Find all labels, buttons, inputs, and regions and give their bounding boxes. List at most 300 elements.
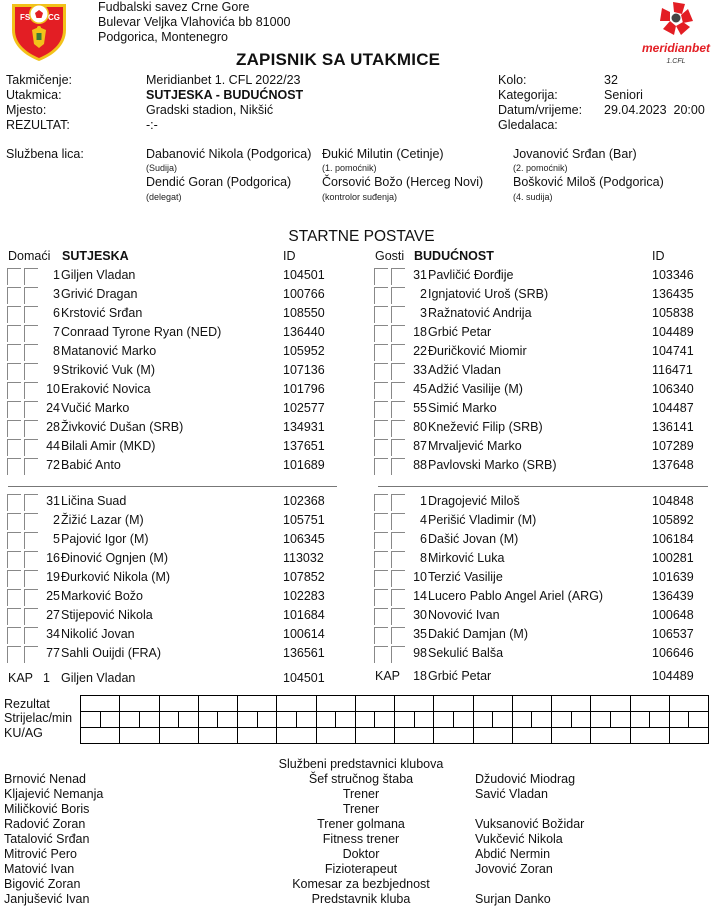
player-number: 55 xyxy=(413,401,427,415)
grid-label-ku-ag: KU/AG xyxy=(4,726,43,740)
away-captain-name: Grbić Petar xyxy=(428,669,492,683)
staff-away-name: Savić Vladan xyxy=(475,787,548,801)
grid-cell[interactable] xyxy=(355,728,394,744)
grid-cell[interactable] xyxy=(434,728,473,744)
staff-role: Komesar za bezbjednost xyxy=(292,877,430,891)
checkbox-1[interactable] xyxy=(374,306,388,323)
grid-cell[interactable] xyxy=(120,696,159,712)
grid-cell[interactable] xyxy=(669,728,708,744)
staff-role: Trener xyxy=(342,802,380,816)
player-number: 31 xyxy=(46,494,60,508)
player-row xyxy=(7,549,337,568)
player-id: 102283 xyxy=(283,589,325,603)
official-name: Bošković Miloš (Podgorica) xyxy=(513,175,664,189)
player-name: Bilali Amir (MKD) xyxy=(61,439,156,453)
player-name: Matanović Marko xyxy=(61,344,157,358)
grid-cell[interactable] xyxy=(630,696,669,712)
checkbox-1[interactable] xyxy=(374,325,388,342)
grid-cell[interactable] xyxy=(434,696,473,712)
checkbox-1[interactable] xyxy=(7,532,21,549)
checkbox-1[interactable] xyxy=(7,608,21,625)
checkbox-2[interactable] xyxy=(391,420,405,437)
player-row xyxy=(7,285,337,304)
away-team-name: BUDUĆNOST xyxy=(414,249,494,263)
player-number: 72 xyxy=(46,458,60,472)
checkbox-1[interactable] xyxy=(7,458,21,475)
player-row xyxy=(374,456,704,475)
player-name: Conraad Tyrone Ryan (NED) xyxy=(61,325,222,339)
checkbox-2[interactable] xyxy=(391,344,405,361)
player-row xyxy=(7,399,337,418)
checkbox-2[interactable] xyxy=(391,570,405,587)
checkbox-2[interactable] xyxy=(24,325,38,342)
checkbox-1[interactable] xyxy=(7,401,21,418)
checkbox-2[interactable] xyxy=(24,646,38,663)
player-row xyxy=(374,625,704,644)
checkbox-2[interactable] xyxy=(391,401,405,418)
grid-cell[interactable] xyxy=(552,696,591,712)
checkbox-2[interactable] xyxy=(24,570,38,587)
player-name: Lucero Pablo Angel Ariel (ARG) xyxy=(428,589,604,603)
player-row xyxy=(374,492,704,511)
checkbox-2[interactable] xyxy=(24,589,38,606)
checkbox-2[interactable] xyxy=(24,382,38,399)
official-name: Đukić Milutin (Cetinje) xyxy=(322,147,444,161)
home-id-header: ID xyxy=(283,249,296,263)
player-number: 9 xyxy=(53,363,60,377)
player-number: 3 xyxy=(420,306,427,320)
checkbox-2[interactable] xyxy=(24,494,38,511)
staff-home-name: Bigović Zoran xyxy=(4,877,81,891)
player-row xyxy=(7,304,337,323)
player-row xyxy=(7,380,337,399)
player-id: 101796 xyxy=(283,382,325,396)
grid-cell[interactable] xyxy=(493,712,513,728)
player-number: 77 xyxy=(46,646,60,660)
player-row xyxy=(7,342,337,361)
player-row xyxy=(374,285,704,304)
grid-cell[interactable] xyxy=(552,712,572,728)
checkbox-1[interactable] xyxy=(7,306,21,323)
player-row xyxy=(374,568,704,587)
player-id: 107136 xyxy=(283,363,325,377)
grid-cell[interactable] xyxy=(552,728,591,744)
checkbox-2[interactable] xyxy=(391,306,405,323)
grid-cell[interactable] xyxy=(238,712,258,728)
staff-home-name: Matović Ivan xyxy=(4,862,75,876)
grid-cell[interactable] xyxy=(591,712,611,728)
grid-cell[interactable] xyxy=(473,712,493,728)
player-name: Eraković Novica xyxy=(61,382,151,396)
grid-cell[interactable] xyxy=(316,728,355,744)
checkbox-1[interactable] xyxy=(7,570,21,587)
player-name: Ražnatović Andrija xyxy=(428,306,532,320)
player-name: Grivić Dragan xyxy=(61,287,138,301)
player-row xyxy=(374,530,704,549)
player-number: 24 xyxy=(46,401,60,415)
grid-cell[interactable] xyxy=(650,712,670,728)
checkbox-2[interactable] xyxy=(391,551,405,568)
official-role: (2. pomoćnik) xyxy=(513,163,568,173)
grid-row-scorer xyxy=(81,712,709,728)
result-value: -:- xyxy=(146,118,158,132)
checkbox-1[interactable] xyxy=(374,287,388,304)
checkbox-1[interactable] xyxy=(374,439,388,456)
checkbox-2[interactable] xyxy=(391,589,405,606)
official-role: (kontrolor suđenja) xyxy=(322,192,398,202)
player-number: 7 xyxy=(53,325,60,339)
player-id: 101689 xyxy=(283,458,325,472)
player-id: 108550 xyxy=(283,306,325,320)
grid-cell[interactable] xyxy=(159,712,179,728)
grid-cell[interactable] xyxy=(81,728,120,744)
grid-cell[interactable] xyxy=(120,728,159,744)
officials-label: Službena lica: xyxy=(6,147,84,161)
checkbox-2[interactable] xyxy=(391,458,405,475)
player-id: 113032 xyxy=(283,551,324,565)
attendance-label: Gledalaca: xyxy=(498,118,558,132)
cfl-logo-text: 1.CFL xyxy=(666,58,686,65)
official-name: Dabanović Nikola (Podgorica) xyxy=(146,147,312,161)
checkbox-1[interactable] xyxy=(374,458,388,475)
grid-cell[interactable] xyxy=(179,712,199,728)
grid-cell[interactable] xyxy=(395,696,434,712)
checkbox-2[interactable] xyxy=(391,325,405,342)
staff-home-name: Miličković Boris xyxy=(4,802,90,816)
grid-row-result xyxy=(81,696,709,712)
checkbox-1[interactable] xyxy=(374,589,388,606)
player-number: 33 xyxy=(413,363,427,377)
checkbox-1[interactable] xyxy=(7,344,21,361)
checkbox-2[interactable] xyxy=(24,306,38,323)
checkbox-1[interactable] xyxy=(7,513,21,530)
grid-cell[interactable] xyxy=(218,712,238,728)
grid-cell[interactable] xyxy=(473,696,512,712)
checkbox-1[interactable] xyxy=(7,363,21,380)
official-name: Jovanović Srđan (Bar) xyxy=(513,147,637,161)
grid-cell[interactable] xyxy=(414,712,434,728)
player-id: 104501 xyxy=(283,268,325,282)
grid-cell[interactable] xyxy=(277,712,297,728)
player-row xyxy=(7,568,337,587)
grid-cell[interactable] xyxy=(159,696,198,712)
checkbox-1[interactable] xyxy=(374,551,388,568)
checkbox-1[interactable] xyxy=(7,268,21,285)
player-name: Terzić Vasilije xyxy=(428,570,503,584)
grid-cell[interactable] xyxy=(512,728,551,744)
checkbox-1[interactable] xyxy=(374,268,388,285)
player-id: 100648 xyxy=(652,608,694,622)
player-row xyxy=(7,437,337,456)
grid-cell[interactable] xyxy=(610,712,630,728)
grid-cell[interactable] xyxy=(689,712,709,728)
category-label: Kategorija: xyxy=(498,88,558,102)
player-id: 136141 xyxy=(652,420,694,434)
checkbox-2[interactable] xyxy=(24,551,38,568)
player-number: 8 xyxy=(53,344,60,358)
venue-label: Mjesto: xyxy=(6,103,47,117)
checkbox-2[interactable] xyxy=(391,363,405,380)
checkbox-1[interactable] xyxy=(374,627,388,644)
staff-role: Šef stručnog štaba xyxy=(308,772,414,786)
fscg-federation-logo xyxy=(8,0,70,62)
grid-cell[interactable] xyxy=(198,728,237,744)
grid-cell[interactable] xyxy=(81,696,120,712)
checkbox-2[interactable] xyxy=(391,513,405,530)
checkbox-2[interactable] xyxy=(24,268,38,285)
competition-label: Takmičenje: xyxy=(6,73,72,87)
staff-away-name: Vuksanović Božidar xyxy=(475,817,585,831)
checkbox-2[interactable] xyxy=(24,513,38,530)
player-name: Đuričković Miomir xyxy=(428,344,527,358)
player-number: 2 xyxy=(420,287,427,301)
checkbox-2[interactable] xyxy=(24,287,38,304)
grid-cell[interactable] xyxy=(512,712,532,728)
player-id: 107289 xyxy=(652,439,694,453)
player-number: 34 xyxy=(46,627,60,641)
player-name: Ličina Suad xyxy=(61,494,127,508)
round-label: Kolo: xyxy=(498,73,527,87)
address-line-2: Bulevar Veljka Vlahovića bb 81000 xyxy=(98,15,291,29)
checkbox-1[interactable] xyxy=(7,494,21,511)
checkbox-1[interactable] xyxy=(374,646,388,663)
player-number: 6 xyxy=(420,532,427,546)
grid-cell[interactable] xyxy=(198,696,237,712)
grid-cell[interactable] xyxy=(316,696,355,712)
player-row xyxy=(7,361,337,380)
player-id: 136439 xyxy=(652,589,694,603)
checkbox-1[interactable] xyxy=(7,646,21,663)
player-id: 105952 xyxy=(283,344,325,358)
grid-cell[interactable] xyxy=(296,712,316,728)
player-id: 103346 xyxy=(652,268,694,282)
grid-cell[interactable] xyxy=(277,696,316,712)
player-row xyxy=(7,511,337,530)
player-id: 101684 xyxy=(283,608,325,622)
grid-cell[interactable] xyxy=(669,712,689,728)
grid-cell[interactable] xyxy=(238,728,277,744)
checkbox-1[interactable] xyxy=(374,363,388,380)
player-name: Pavličić Đorđije xyxy=(428,268,514,282)
grid-cell[interactable] xyxy=(257,712,277,728)
checkbox-1[interactable] xyxy=(374,494,388,511)
svg-text:CG: CG xyxy=(48,13,60,22)
home-divider xyxy=(8,486,337,487)
staff-home-name: Janjušević Ivan xyxy=(4,892,90,906)
official-role: (1. pomoćnik) xyxy=(322,163,377,173)
checkbox-1[interactable] xyxy=(374,344,388,361)
staff-away-name: Abdić Nermin xyxy=(475,847,551,861)
grid-label-result: Rezultat xyxy=(4,697,50,711)
player-id: 105751 xyxy=(283,513,325,527)
grid-cell[interactable] xyxy=(355,696,394,712)
grid-cell[interactable] xyxy=(395,728,434,744)
checkbox-2[interactable] xyxy=(391,494,405,511)
player-number: 44 xyxy=(46,439,60,453)
player-number: 30 xyxy=(413,608,427,622)
category-value: Seniori xyxy=(604,88,643,102)
away-captain-label: KAP xyxy=(375,669,401,683)
checkbox-2[interactable] xyxy=(24,458,38,475)
staff-home-name: Mitrović Pero xyxy=(4,847,77,861)
checkbox-2[interactable] xyxy=(24,439,38,456)
checkbox-2[interactable] xyxy=(391,608,405,625)
staff-title: Službeni predstavnici klubova xyxy=(278,757,444,771)
checkbox-1[interactable] xyxy=(7,589,21,606)
checkbox-2[interactable] xyxy=(391,382,405,399)
player-name: Knežević Filip (SRB) xyxy=(428,420,543,434)
staff-away-name: Surjan Danko xyxy=(475,892,551,906)
player-id: 102577 xyxy=(283,401,325,415)
player-name: Babić Anto xyxy=(61,458,121,472)
staff-role: Doktor xyxy=(342,847,380,861)
staff-role: Trener golmana xyxy=(317,817,405,831)
player-row xyxy=(374,606,704,625)
checkbox-2[interactable] xyxy=(24,344,38,361)
grid-cell[interactable] xyxy=(81,712,101,728)
player-name: Krstović Srđan xyxy=(61,306,143,320)
player-number: 35 xyxy=(413,627,427,641)
checkbox-1[interactable] xyxy=(7,627,21,644)
grid-cell[interactable] xyxy=(159,728,198,744)
address-line-3: Podgorica, Montenegro xyxy=(98,30,228,44)
player-number: 80 xyxy=(413,420,427,434)
official-name: Dendić Goran (Podgorica) xyxy=(146,175,292,189)
player-row xyxy=(7,587,337,606)
checkbox-1[interactable] xyxy=(7,439,21,456)
result-label: REZULTAT: xyxy=(6,118,70,132)
player-name: Žižić Lazar (M) xyxy=(61,513,144,527)
grid-cell[interactable] xyxy=(395,712,415,728)
checkbox-1[interactable] xyxy=(374,382,388,399)
round-value: 32 xyxy=(604,73,618,87)
player-number: 16 xyxy=(46,551,60,565)
player-name: Mirković Luka xyxy=(428,551,505,565)
player-id: 136435 xyxy=(652,287,694,301)
player-number: 10 xyxy=(46,382,60,396)
grid-cell[interactable] xyxy=(355,712,375,728)
checkbox-2[interactable] xyxy=(24,608,38,625)
grid-cell[interactable] xyxy=(630,712,650,728)
grid-cell[interactable] xyxy=(100,712,120,728)
grid-cell[interactable] xyxy=(453,712,473,728)
checkbox-2[interactable] xyxy=(24,401,38,418)
player-row xyxy=(374,361,704,380)
grid-cell[interactable] xyxy=(630,728,669,744)
grid-cell[interactable] xyxy=(512,696,551,712)
player-row xyxy=(7,644,337,663)
grid-cell[interactable] xyxy=(375,712,395,728)
grid-cell[interactable] xyxy=(238,696,277,712)
player-row xyxy=(7,625,337,644)
grid-cell[interactable] xyxy=(120,712,140,728)
grid-cell[interactable] xyxy=(316,712,336,728)
staff-role: Fizioterapeut xyxy=(324,862,398,876)
checkbox-1[interactable] xyxy=(7,287,21,304)
player-number: 6 xyxy=(53,306,60,320)
player-id: 106537 xyxy=(652,627,694,641)
player-row xyxy=(7,323,337,342)
grid-cell[interactable] xyxy=(591,728,630,744)
checkbox-2[interactable] xyxy=(24,532,38,549)
meridianbet-league-logo xyxy=(636,0,716,66)
home-captain-label: KAP xyxy=(8,671,34,685)
checkbox-1[interactable] xyxy=(374,420,388,437)
player-id: 102368 xyxy=(283,494,325,508)
player-row xyxy=(7,418,337,437)
grid-cell[interactable] xyxy=(139,712,159,728)
player-row xyxy=(374,399,704,418)
checkbox-1[interactable] xyxy=(374,608,388,625)
match-value: SUTJESKA - BUDUĆNOST xyxy=(146,88,304,102)
official-name: Čorsović Božo (Herceg Novi) xyxy=(322,175,484,189)
grid-cell[interactable] xyxy=(336,712,356,728)
grid-cell[interactable] xyxy=(571,712,591,728)
checkbox-1[interactable] xyxy=(7,551,21,568)
checkbox-2[interactable] xyxy=(391,439,405,456)
checkbox-1[interactable] xyxy=(374,570,388,587)
grid-cell[interactable] xyxy=(198,712,218,728)
home-side-label: Domaći xyxy=(8,249,51,263)
datetime-label: Datum/vrijeme: xyxy=(498,103,583,117)
staff-role: Fitness trener xyxy=(322,832,400,846)
player-row xyxy=(374,587,704,606)
grid-cell[interactable] xyxy=(277,728,316,744)
grid-cell[interactable] xyxy=(591,696,630,712)
checkbox-1[interactable] xyxy=(374,513,388,530)
checkbox-2[interactable] xyxy=(391,532,405,549)
player-id: 105892 xyxy=(652,513,694,527)
starting-lineups-title: STARTNE POSTAVE xyxy=(288,228,435,245)
grid-cell[interactable] xyxy=(669,696,708,712)
grid-cell[interactable] xyxy=(434,712,454,728)
checkbox-2[interactable] xyxy=(391,287,405,304)
checkbox-2[interactable] xyxy=(24,363,38,380)
player-row xyxy=(374,380,704,399)
staff-home-name: Kljajević Nemanja xyxy=(4,787,104,801)
checkbox-1[interactable] xyxy=(7,420,21,437)
checkbox-2[interactable] xyxy=(391,627,405,644)
player-name: Sahli Ouijdi (FRA) xyxy=(61,646,162,660)
player-name: Živković Dušan (SRB) xyxy=(61,420,184,434)
staff-home-name: Radović Zoran xyxy=(4,817,86,831)
checkbox-2[interactable] xyxy=(24,627,38,644)
checkbox-2[interactable] xyxy=(24,420,38,437)
player-row xyxy=(374,304,704,323)
grid-cell[interactable] xyxy=(532,712,552,728)
grid-cell[interactable] xyxy=(473,728,512,744)
checkbox-2[interactable] xyxy=(391,268,405,285)
player-name: Grbić Petar xyxy=(428,325,492,339)
player-id: 100766 xyxy=(283,287,325,301)
staff-away-name: Vukčević Nikola xyxy=(475,832,563,846)
checkbox-1[interactable] xyxy=(374,532,388,549)
checkbox-1[interactable] xyxy=(7,325,21,342)
player-number: 31 xyxy=(413,268,427,282)
checkbox-1[interactable] xyxy=(7,382,21,399)
checkbox-2[interactable] xyxy=(391,646,405,663)
player-number: 8 xyxy=(420,551,427,565)
player-name: Marković Božo xyxy=(61,589,143,603)
player-row xyxy=(7,492,337,511)
home-team-name: SUTJESKA xyxy=(62,249,129,263)
player-number: 19 xyxy=(46,570,60,584)
checkbox-1[interactable] xyxy=(374,401,388,418)
player-id: 106345 xyxy=(283,532,325,546)
player-number: 22 xyxy=(413,344,427,358)
player-id: 137648 xyxy=(652,458,694,472)
player-row xyxy=(374,418,704,437)
